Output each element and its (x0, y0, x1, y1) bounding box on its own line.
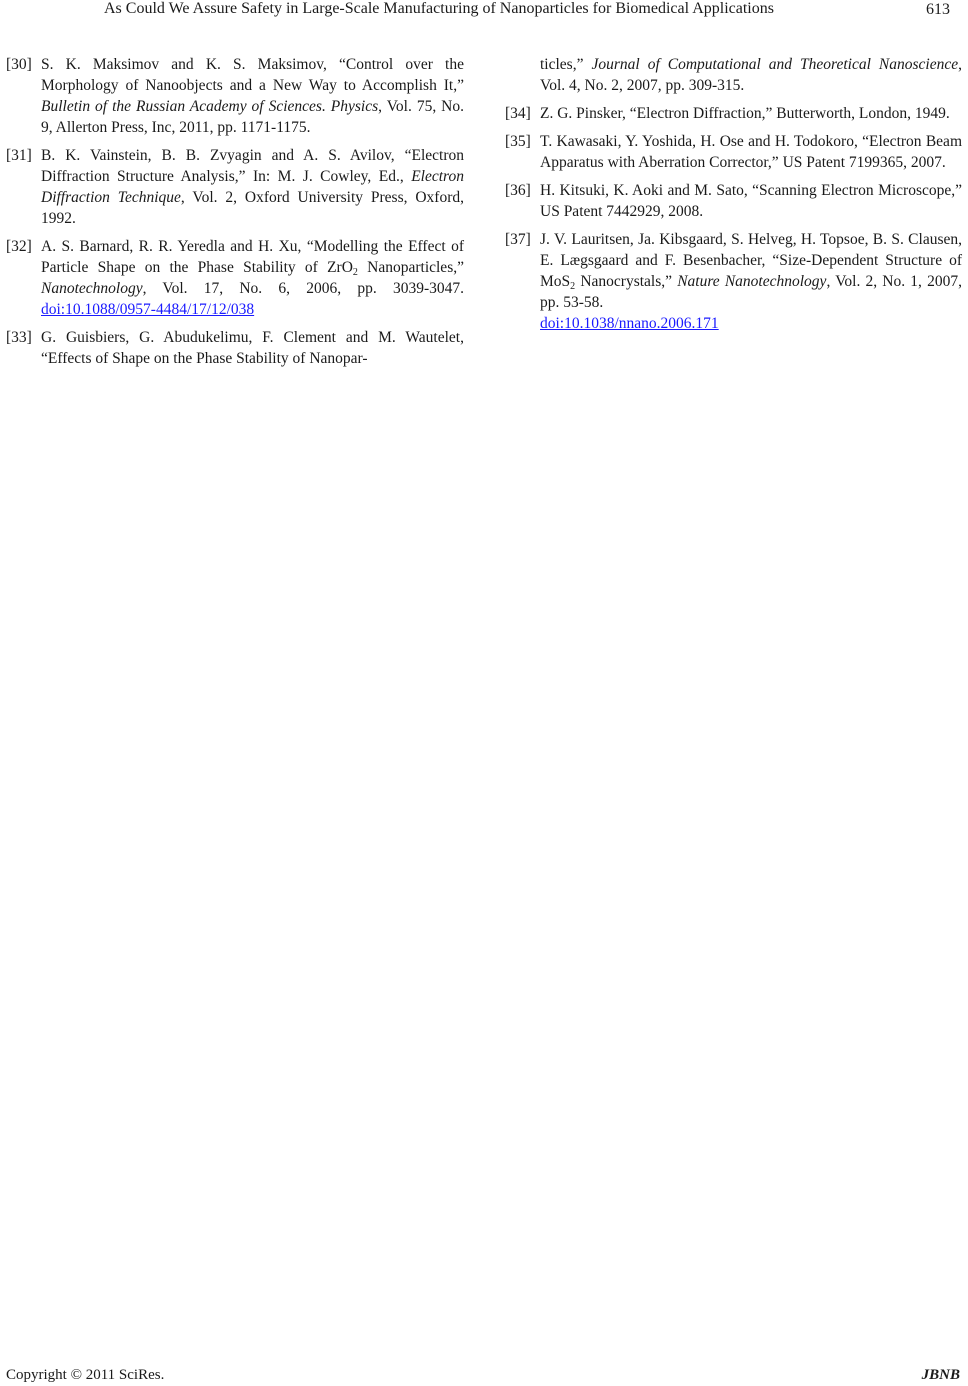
reference-text: T. Kawasaki, Y. Yoshida, H. Ose and H. Todokoro, “Electron Beam Apparatus with Aberration Corrector,” US Patent 7199365, 2007. (540, 133, 962, 171)
reference-journal: Nature Nanotechnology (677, 273, 827, 290)
reference-details: , Vol. 17, No. 6, 2006, pp. 3039-3047. (142, 280, 464, 297)
subscript: 2 (570, 281, 576, 292)
reference-title-end: ticles,” (540, 56, 592, 73)
reference-details: , Vol. 2, No. 1, 2007, pp. 53-58. (540, 273, 962, 311)
page-header (0, 0, 968, 24)
reference-details: , Vol. 75, No. 9, Allerton Press, Inc, 2011, pp. 1171-1175. (41, 98, 465, 136)
reference-book: Electron Diffraction Technique (41, 168, 464, 206)
reference-journal: Bulletin of the Russian Academy of Sciences. Physics (41, 98, 379, 115)
reference-title-end: Nanocrystals,” (575, 273, 678, 290)
reference-number: [30] (6, 56, 32, 73)
reference-37 (505, 229, 962, 334)
reference-number: [36] (505, 182, 531, 199)
right-column (505, 54, 962, 341)
reference-text (41, 54, 464, 138)
copyright-notice: Copyright © 2011 SciRes. (6, 1367, 165, 1383)
reference-text (41, 145, 464, 229)
reference-number: [34] (505, 105, 531, 122)
reference-authors-title: S. K. Maksimov and K. S. Maksimov, “Control over the Morphology of Nanoobjects and a New Way to Accomplish It,” (41, 56, 464, 94)
reference-36 (505, 180, 962, 222)
reference-title-end: Nanoparticles,” (357, 259, 464, 276)
running-title: As Could We Assure Safety in Large-Scale Manufacturing of Nanoparticles for Biomedical Applications (104, 0, 774, 17)
reference-authors-title: J. V. Lauritsen, Ja. Kibsgaard, S. Helveg, H. Topsoe, B. S. Clausen, E. Lægsgaard and F. Besenbacher, “Size-Dependent Structure of MoS (540, 231, 962, 290)
reference-text: G. Guisbiers, G. Abudukelimu, F. Clement and M. Wautelet, “Effects of Shape on the Phase Stability of Nanopar- (41, 329, 464, 367)
reference-text: H. Kitsuki, K. Aoki and M. Sato, “Scanning Electron Microscope,” US Patent 7442929, 2008. (540, 182, 962, 220)
reference-text (41, 236, 464, 320)
reference-31 (6, 145, 464, 229)
reference-34 (505, 103, 962, 124)
reference-33 (6, 327, 464, 369)
reference-number: [37] (505, 231, 531, 248)
reference-details: , Vol. 4, No. 2, 2007, pp. 309-315. (540, 56, 962, 94)
left-column (6, 54, 464, 376)
reference-authors-title: A. S. Barnard, R. R. Yeredla and H. Xu, “Modelling the Effect of Particle Shape on the Phase Stability of ZrO (41, 238, 464, 276)
reference-number: [35] (505, 133, 531, 150)
reference-authors-title: B. K. Vainstein, B. B. Zvyagin and A. S. Avilov, “Electron Diffraction Structure Analysis,” In: M. J. Cowley, Ed., (41, 147, 464, 185)
journal-abbreviation: JBNB (921, 1367, 960, 1383)
reference-text: Z. G. Pinsker, “Electron Diffraction,” Butterworth, London, 1949. (540, 105, 950, 122)
subscript: 2 (352, 267, 358, 278)
reference-30 (6, 54, 464, 138)
reference-details: , Vol. 2, Oxford University Press, Oxford, 1992. (41, 189, 465, 227)
reference-number: [33] (6, 329, 32, 346)
doi-link[interactable]: doi:10.1038/nnano.2006.171 (540, 315, 719, 332)
reference-33-continuation (505, 54, 962, 96)
page-footer (0, 1364, 968, 1386)
reference-35 (505, 131, 962, 173)
reference-text (540, 54, 962, 96)
reference-number: [32] (6, 238, 32, 255)
doi-link[interactable]: doi:10.1088/0957-4484/17/12/038 (41, 301, 255, 318)
reference-journal: Journal of Computational and Theoretical Nanoscience (591, 56, 959, 73)
reference-text (540, 229, 962, 334)
page-number: 613 (926, 1, 950, 18)
reference-journal: Nanotechnology (41, 280, 143, 297)
reference-32 (6, 236, 464, 320)
reference-number: [31] (6, 147, 32, 164)
